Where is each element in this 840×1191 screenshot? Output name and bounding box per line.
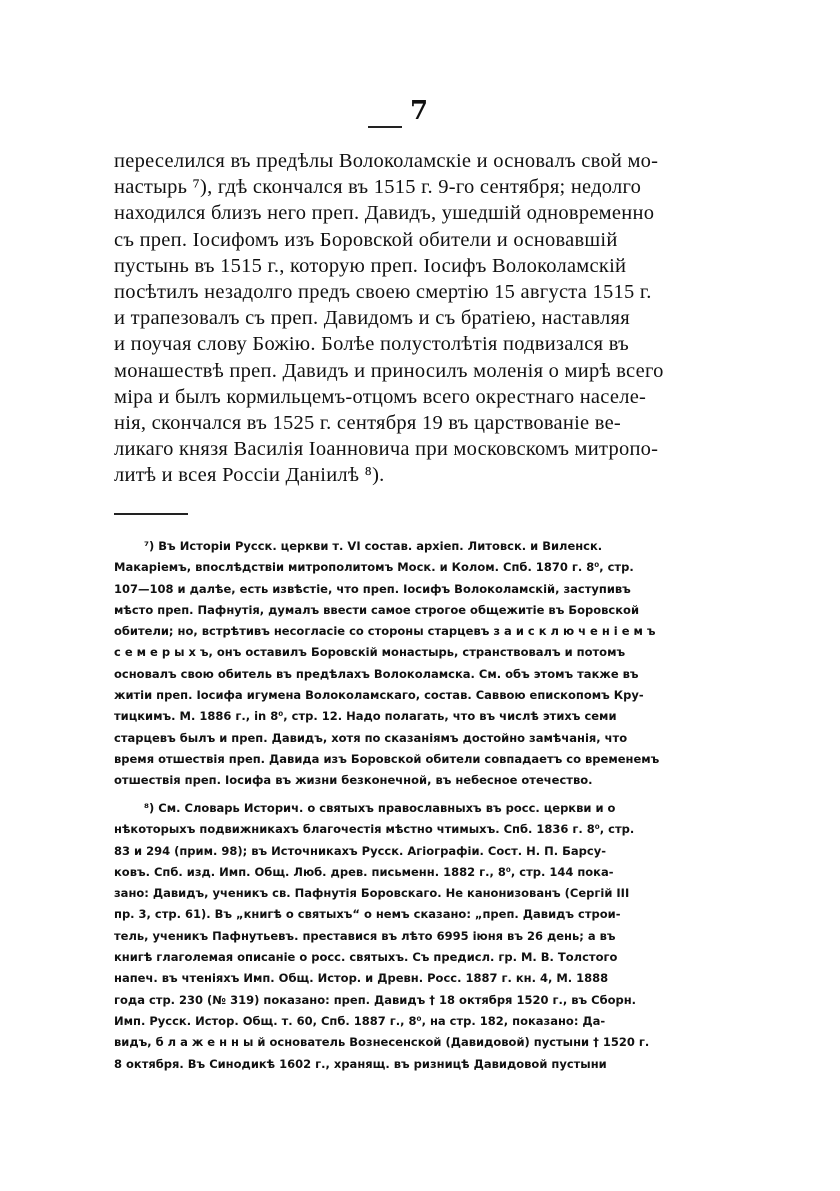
footnote-line: основалъ свою обитель въ предѣлахъ Волоколамска. См. объ этомъ также въ (114, 666, 639, 681)
footnote-line: книгѣ глаголемая описаніе о росс. святыхъ. Съ предисл. гр. М. В. Толстого (114, 950, 618, 965)
footnote-line: старцевъ былъ и преп. Давидъ, хотя по сказаніямъ достойно замѣчанія, что (114, 730, 628, 745)
footnote-line: мѣсто преп. Пафнутія, думалъ ввести самое строгое общежитіе въ Боровской (114, 602, 639, 617)
footnote-line: с е м е р ы х ъ, онъ оставилъ Боровскій монастырь, странствовалъ и потомъ (114, 645, 626, 660)
footnote-rule (114, 513, 188, 515)
footnote-line: 107—108 и далѣе, есть извѣстіе, что преп. Іосифъ Волоколамскій, заступивъ (114, 581, 631, 596)
footnote-line: ⁸) См. Словарь Историч. о святыхъ православныхъ въ росс. церкви и о (144, 801, 616, 815)
main-text-line: ликаго князя Василія Іоанновича при московскомъ митропо- (114, 438, 659, 461)
footnote-line: ковъ. Спб. изд. Имп. Общ. Люб. древ. письменн. 1882 г., 8⁰, стр. 144 пока- (114, 864, 614, 879)
footnote-line: нѣкоторыхъ подвижникахъ благочестія мѣстно чтимыхъ. Спб. 1836 г. 8⁰, стр. (114, 822, 635, 837)
footnote-line: тицкимъ. М. 1886 г., in 8⁰, стр. 12. Надо полагать, что въ числѣ этихъ семи (114, 709, 617, 724)
footnote-8 (114, 798, 740, 1075)
main-text-line: міра и былъ кормильцемъ-отцомъ всего окрестнаго населе- (114, 385, 647, 408)
main-text-line: нія, скончался въ 1525 г. сентября 19 въ царствованіе ве- (114, 412, 622, 435)
footnote-line: 8 октября. Въ Синодикѣ 1602 г., хранящ. въ ризницѣ Давидовой пустыни (114, 1056, 607, 1071)
footnote-line: зано: Давидъ, ученикъ св. Пафнутія Боровскаго. Не канонизованъ (Сергій III (114, 886, 630, 901)
main-text (114, 148, 736, 489)
footnote-line: видъ, б л а ж е н н ы й основатель Вознесенской (Давидовой) пустыни † 1520 г. (114, 1035, 650, 1050)
footnote-line: отшествія преп. Іосифа въ жизни безконечной, въ небесное отечество. (114, 773, 593, 788)
footnote-7 (114, 536, 740, 792)
footnote-line: житіи преп. Іосифа игумена Волоколамскаго, состав. Саввою епископомъ Кру- (114, 688, 644, 703)
main-text-line: находился близъ него преп. Давидъ, ушедшій одновременно (114, 202, 655, 225)
main-text-line: пустынь въ 1515 г., которую преп. Іосифъ Волоколамскій (114, 254, 627, 277)
main-text-line: переселился въ предѣлы Волоколамскіе и основалъ свой мо- (114, 150, 659, 172)
footnote-line: пр. 3, стр. 61). Въ „книгѣ о святыхъ“ о немъ сказано: „преп. Давидъ строи- (114, 907, 621, 922)
main-text-line: настырь ⁷), гдѣ скончался въ 1515 г. 9-го сентября; недолго (114, 176, 642, 199)
main-text-line: литѣ и всея Россіи Даніилѣ ⁸). (114, 464, 385, 487)
footnote-line: Макаріемъ, впослѣдствіи митрополитомъ Моск. и Колом. Спб. 1870 г. 8⁰, стр. (114, 560, 634, 575)
footnote-line: тель, ученикъ Пафнутьевъ. преставися въ лѣто 6995 іюня въ 26 день; а въ (114, 928, 616, 943)
header-rule (368, 126, 402, 128)
footnote-line: Имп. Русск. Истор. Общ. т. 60, Спб. 1887 г., 8⁰, на стр. 182, показано: Да- (114, 1013, 606, 1028)
main-text-line: посѣтилъ незадолго предъ своею смертію 15 августа 1515 г. (114, 281, 652, 304)
footnote-line: время отшествія преп. Давида изъ Боровской обители совпадаетъ со временемъ (114, 751, 660, 766)
main-text-line: съ преп. Іосифомъ изъ Боровской обители и основавшій (114, 228, 618, 251)
footnote-line: ⁷) Въ Исторіи Русск. церкви т. VI состав. архіеп. Литовск. и Виленск. (144, 539, 603, 553)
main-text-line: монашествѣ преп. Давидъ и приносилъ моленія о мирѣ всего (114, 359, 664, 382)
page-number: 7 (410, 96, 429, 126)
main-text-line: и трапезовалъ съ преп. Давидомъ и съ братіею, наставляя (114, 307, 630, 330)
footnote-line: обители; но, встрѣтивъ несогласіе со стороны старцевъ з а и с к л ю ч е н і е м ъ (114, 624, 656, 639)
footnote-line: напеч. въ чтеніяхъ Имп. Общ. Истор. и Древн. Росс. 1887 г. кн. 4, М. 1888 (114, 971, 609, 986)
footnote-line: 83 и 294 (прим. 98); въ Источникахъ Русск. Агіографіи. Сост. Н. П. Барсу- (114, 843, 606, 858)
main-text-line: и поучая слову Божію. Болѣе полустолѣтія подвизался въ (114, 333, 629, 356)
footnote-line: года стр. 230 (№ 319) показано: преп. Давидъ † 18 октября 1520 г., въ Сборн. (114, 992, 637, 1007)
